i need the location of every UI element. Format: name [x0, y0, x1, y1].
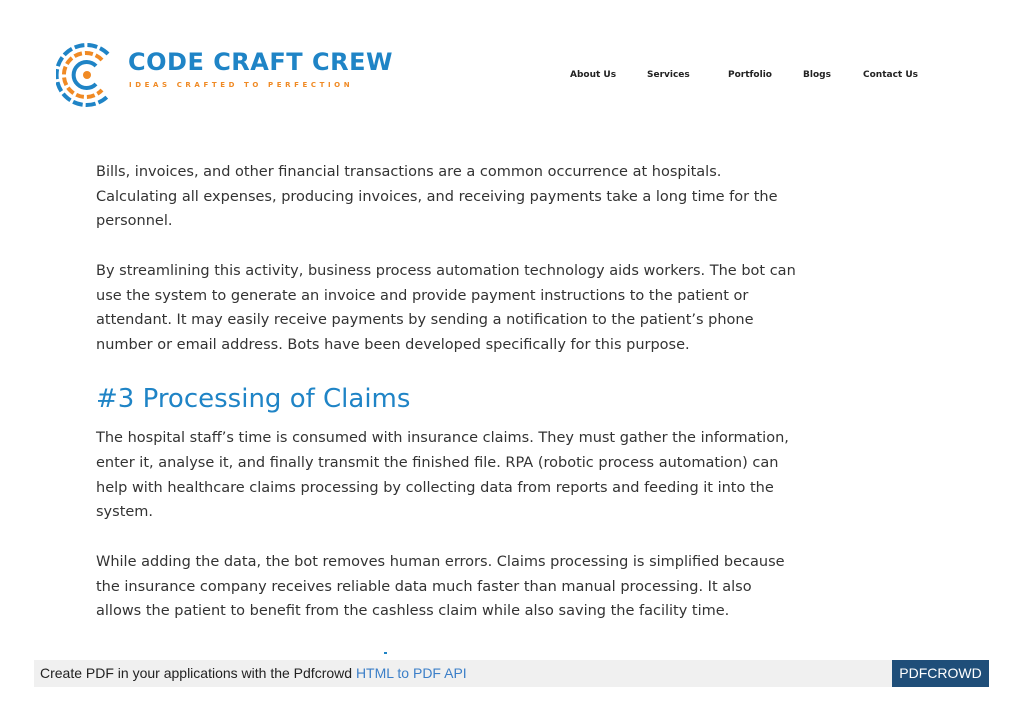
paragraph: The hospital staff’s time is consumed with insurance claims. They must gather the information, enter it, analyse it, and finally transmit the finished file. RPA (robotic process automation) can help with healthcare claims processing by collecting data from reports and feeding it into the system. [96, 430, 789, 521]
paragraph: While adding the data, the bot removes human errors. Claims processing is simplified because the insurance company receives reliable data much faster than manual processing. It also allows the patient to benefit from the cashless claim while also saving the facility time. [96, 553, 785, 620]
brand-tagline: IDEAS CRAFTED TO PERFECTION [129, 81, 354, 89]
pdfcrowd-badge[interactable]: PDFCROWD [892, 660, 989, 687]
nav-portfolio[interactable]: Portfolio [728, 70, 772, 80]
article-content [96, 160, 796, 649]
section-heading: #3 Processing of Claims [96, 384, 411, 415]
footer-text [40, 665, 467, 681]
nav-blogs[interactable]: Blogs [803, 70, 831, 80]
decorative-mark [384, 652, 387, 654]
footer-api-link[interactable]: HTML to PDF API [355, 665, 467, 681]
main-nav [0, 70, 1023, 84]
paragraph: Bills, invoices, and other financial transactions are a common occurrence at hospitals. Calculating all expenses, producing invoices, and receiving payments take a long time for the personnel. [96, 164, 778, 230]
pdf-footer-bar [34, 660, 989, 687]
site-header [0, 0, 1023, 140]
brand-name: CODE CRAFT CREW [128, 48, 393, 76]
nav-about-us[interactable]: About Us [570, 70, 617, 80]
footer-message: Create PDF in your applications with the Pdfcrowd [40, 665, 353, 681]
nav-contact-us[interactable]: Contact Us [863, 70, 919, 80]
nav-services[interactable]: Services [647, 70, 690, 80]
paragraph: By streamlining this activity, business process automation technology aids workers. The bot can use the system to generate an invoice and provide payment instructions to the patient or attendant. It may easily receive payments by sending a notification to the patient’s phone number or email address. Bots have been developed specifically for this purpose. [96, 262, 796, 353]
